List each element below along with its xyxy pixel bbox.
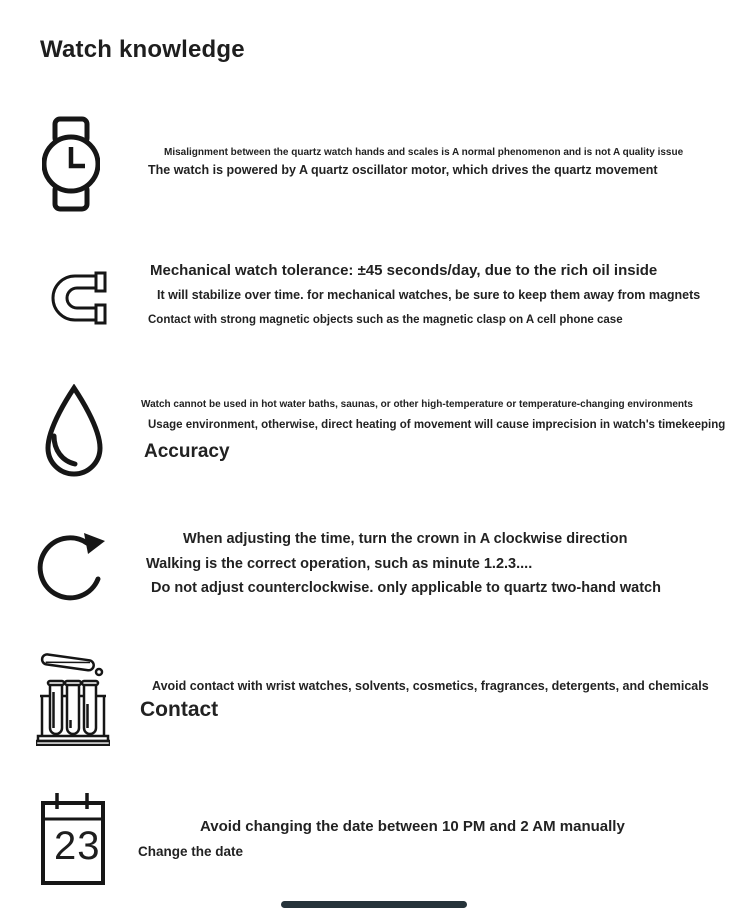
keep-away-from-magnets-text: It will stabilize over time. for mechanical watches, be sure to keep them away from magnets (157, 288, 701, 302)
magnet-icon (45, 268, 107, 328)
quartz-misalignment-note: Misalignment between the quartz watch hands and scales is A normal phenomenon and is not A quality issue (164, 147, 684, 158)
page-title: Watch knowledge (40, 36, 245, 63)
hot-water-warning-note: Watch cannot be used in hot water baths, saunas, or other high-temperature or temperature-changing environments (141, 399, 693, 410)
mechanical-tolerance-text: Mechanical watch tolerance: ±45 seconds/day, due to the rich oil inside (150, 262, 658, 279)
usage-environment-text: Usage environment, otherwise, direct heating of movement will cause imprecision in watch's timekeeping (148, 419, 726, 431)
turn-crown-clockwise-text: When adjusting the time, turn the crown in A clockwise direction (183, 531, 628, 547)
test-tubes-icon (36, 648, 110, 746)
no-counterclockwise-text: Do not adjust counterclockwise. only applicable to quartz two-hand watch (151, 580, 661, 596)
quartz-movement-text: The watch is powered by A quartz oscillator motor, which drives the quartz movement (148, 163, 658, 177)
avoid-date-change-text: Avoid changing the date between 10 PM and 2 AM manually (200, 818, 625, 835)
change-the-date-heading: Change the date (138, 844, 244, 859)
accuracy-heading: Accuracy (144, 441, 230, 462)
contact-heading: Contact (140, 698, 219, 721)
water-drop-icon (41, 384, 107, 478)
walking-correct-operation-text: Walking is the correct operation, such as minute 1.2.3.... (146, 556, 533, 572)
watch-icon (42, 116, 100, 212)
calendar-day-number: 23 (54, 824, 101, 868)
home-indicator-bar (281, 901, 467, 908)
avoid-chemicals-text: Avoid contact with wrist watches, solvents, cosmetics, fragrances, detergents, and chemicals (152, 679, 709, 693)
magnetic-objects-note: Contact with strong magnetic objects such as the magnetic clasp on A cell phone case (148, 314, 623, 326)
clockwise-arrow-icon (37, 524, 107, 608)
